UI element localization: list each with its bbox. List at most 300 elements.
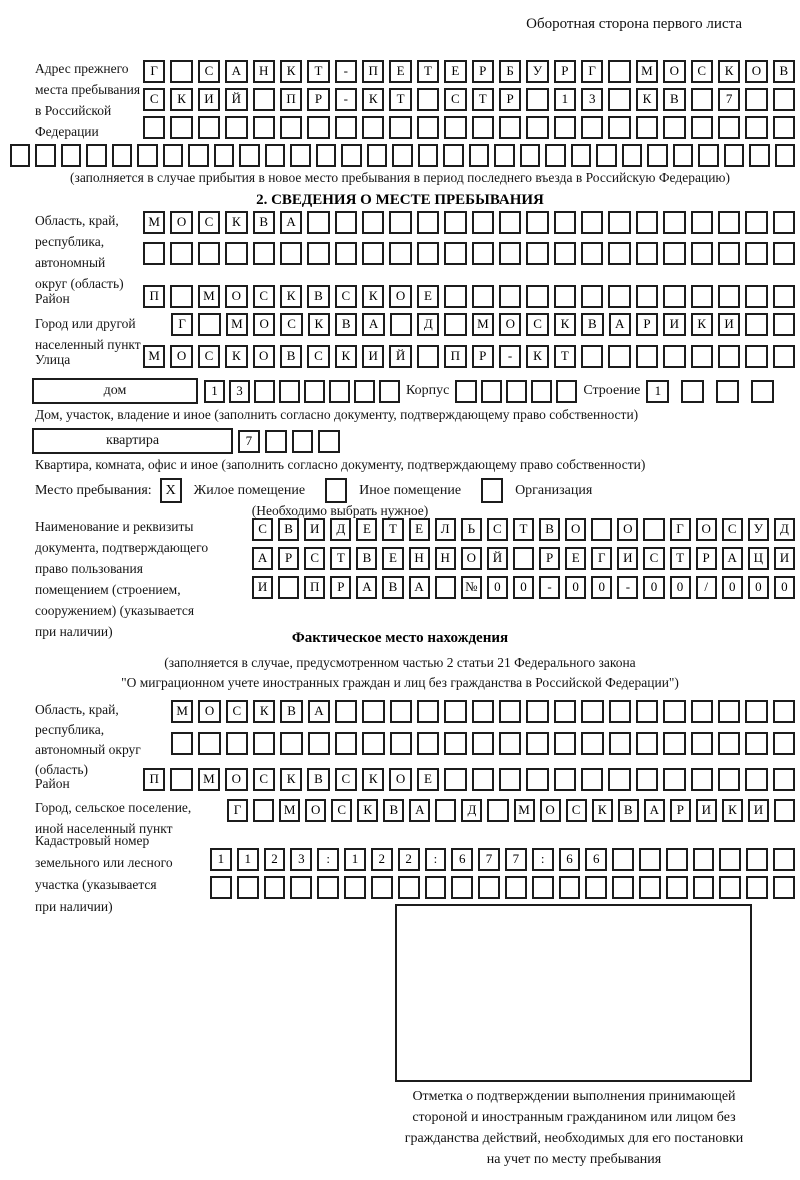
char-cell[interactable]: М xyxy=(279,799,300,822)
char-cell[interactable]: О xyxy=(225,768,247,791)
char-cell[interactable] xyxy=(379,380,400,403)
char-cell[interactable]: Ь xyxy=(461,518,482,541)
char-cell[interactable] xyxy=(478,876,500,899)
char-cell[interactable]: К xyxy=(280,60,302,83)
char-cell[interactable] xyxy=(773,285,795,308)
char-cell[interactable] xyxy=(472,211,494,234)
char-cell[interactable] xyxy=(773,242,795,265)
char-cell[interactable] xyxy=(718,732,740,755)
char-cell[interactable] xyxy=(335,116,357,139)
char-cell[interactable] xyxy=(10,144,30,167)
char-cell[interactable]: М xyxy=(198,285,220,308)
char-cell[interactable]: Б xyxy=(499,60,521,83)
char-cell[interactable] xyxy=(691,768,713,791)
char-cell[interactable]: Л xyxy=(435,518,456,541)
char-cell[interactable] xyxy=(513,547,534,570)
char-cell[interactable] xyxy=(371,876,393,899)
char-cell[interactable] xyxy=(362,732,384,755)
char-cell[interactable] xyxy=(435,576,456,599)
char-cell[interactable] xyxy=(526,242,548,265)
char-cell[interactable] xyxy=(526,285,548,308)
char-cell[interactable]: - xyxy=(617,576,638,599)
char-cell[interactable] xyxy=(253,88,275,111)
char-cell[interactable]: М xyxy=(226,313,248,336)
char-cell[interactable] xyxy=(390,313,412,336)
char-cell[interactable]: О xyxy=(198,700,220,723)
char-cell[interactable] xyxy=(691,88,713,111)
char-cell[interactable] xyxy=(718,116,740,139)
char-cell[interactable]: О xyxy=(170,345,192,368)
char-cell[interactable]: Т xyxy=(330,547,351,570)
char-cell[interactable] xyxy=(773,211,795,234)
char-cell[interactable]: Г xyxy=(171,313,193,336)
char-cell[interactable] xyxy=(362,700,384,723)
char-cell[interactable]: В xyxy=(253,211,275,234)
char-cell[interactable]: И xyxy=(362,345,384,368)
char-cell[interactable] xyxy=(745,242,767,265)
stay-type-checkbox-other[interactable] xyxy=(325,478,347,503)
char-cell[interactable] xyxy=(417,700,439,723)
char-cell[interactable] xyxy=(143,242,165,265)
char-cell[interactable] xyxy=(691,345,713,368)
char-cell[interactable]: С xyxy=(307,345,329,368)
char-cell[interactable] xyxy=(545,144,565,167)
char-cell[interactable] xyxy=(666,876,688,899)
char-cell[interactable]: Т xyxy=(670,547,691,570)
char-cell[interactable]: К xyxy=(526,345,548,368)
char-cell[interactable] xyxy=(171,732,193,755)
char-cell[interactable] xyxy=(329,380,350,403)
char-cell[interactable]: 0 xyxy=(670,576,691,599)
char-cell[interactable]: 7 xyxy=(478,848,500,871)
char-cell[interactable] xyxy=(643,518,664,541)
char-cell[interactable]: 0 xyxy=(591,576,612,599)
char-cell[interactable]: С xyxy=(280,313,302,336)
char-cell[interactable] xyxy=(308,732,330,755)
char-cell[interactable] xyxy=(225,116,247,139)
char-cell[interactable]: - xyxy=(335,60,357,83)
char-cell[interactable] xyxy=(253,732,275,755)
char-cell[interactable]: И xyxy=(252,576,273,599)
char-cell[interactable]: И xyxy=(718,313,740,336)
char-cell[interactable]: Д xyxy=(330,518,351,541)
char-cell[interactable] xyxy=(745,768,767,791)
char-cell[interactable] xyxy=(280,116,302,139)
char-cell[interactable]: Г xyxy=(581,60,603,83)
char-cell[interactable]: А xyxy=(280,211,302,234)
char-cell[interactable] xyxy=(554,242,576,265)
char-cell[interactable] xyxy=(317,876,339,899)
char-cell[interactable] xyxy=(591,518,612,541)
char-cell[interactable]: 1 xyxy=(204,380,225,403)
char-cell[interactable]: В xyxy=(581,313,603,336)
char-cell[interactable] xyxy=(581,732,603,755)
char-cell[interactable] xyxy=(663,345,685,368)
char-cell[interactable] xyxy=(61,144,81,167)
char-cell[interactable] xyxy=(718,211,740,234)
char-cell[interactable] xyxy=(198,313,220,336)
char-cell[interactable] xyxy=(691,700,713,723)
char-cell[interactable]: О xyxy=(745,60,767,83)
char-cell[interactable] xyxy=(663,768,685,791)
char-cell[interactable] xyxy=(608,211,630,234)
char-cell[interactable]: О xyxy=(663,60,685,83)
char-cell[interactable]: К xyxy=(308,313,330,336)
char-cell[interactable] xyxy=(556,380,577,403)
char-cell[interactable] xyxy=(472,732,494,755)
char-cell[interactable] xyxy=(265,430,287,453)
char-cell[interactable]: П xyxy=(362,60,384,83)
char-cell[interactable] xyxy=(596,144,616,167)
char-cell[interactable] xyxy=(226,732,248,755)
char-cell[interactable] xyxy=(210,876,232,899)
char-cell[interactable]: К xyxy=(718,60,740,83)
char-cell[interactable]: К xyxy=(362,285,384,308)
char-cell[interactable] xyxy=(279,380,300,403)
char-cell[interactable] xyxy=(435,799,456,822)
char-cell[interactable]: В xyxy=(663,88,685,111)
char-cell[interactable]: - xyxy=(335,88,357,111)
char-cell[interactable] xyxy=(608,285,630,308)
char-cell[interactable] xyxy=(494,144,514,167)
char-cell[interactable]: А xyxy=(409,576,430,599)
char-cell[interactable] xyxy=(198,732,220,755)
char-cell[interactable] xyxy=(554,285,576,308)
char-cell[interactable]: С xyxy=(487,518,508,541)
char-cell[interactable] xyxy=(307,211,329,234)
char-cell[interactable] xyxy=(170,60,192,83)
char-cell[interactable]: Т xyxy=(417,60,439,83)
char-cell[interactable] xyxy=(559,876,581,899)
char-cell[interactable] xyxy=(444,732,466,755)
char-cell[interactable]: Р xyxy=(554,60,576,83)
char-cell[interactable] xyxy=(35,144,55,167)
char-cell[interactable] xyxy=(581,345,603,368)
char-cell[interactable] xyxy=(526,88,548,111)
char-cell[interactable] xyxy=(608,345,630,368)
char-cell[interactable] xyxy=(639,876,661,899)
char-cell[interactable]: Т xyxy=(554,345,576,368)
char-cell[interactable]: 1 xyxy=(344,848,366,871)
char-cell[interactable]: 1 xyxy=(210,848,232,871)
char-cell[interactable]: К xyxy=(592,799,613,822)
char-cell[interactable]: 7 xyxy=(505,848,527,871)
char-cell[interactable] xyxy=(472,285,494,308)
char-cell[interactable] xyxy=(417,242,439,265)
char-cell[interactable]: К xyxy=(225,211,247,234)
char-cell[interactable] xyxy=(316,144,336,167)
char-cell[interactable]: 7 xyxy=(718,88,740,111)
char-cell[interactable]: М xyxy=(171,700,193,723)
char-cell[interactable]: Г xyxy=(227,799,248,822)
char-cell[interactable] xyxy=(499,285,521,308)
char-cell[interactable] xyxy=(280,732,302,755)
char-cell[interactable]: С xyxy=(226,700,248,723)
char-cell[interactable] xyxy=(773,700,795,723)
char-cell[interactable] xyxy=(693,876,715,899)
char-cell[interactable] xyxy=(367,144,387,167)
char-cell[interactable]: К xyxy=(253,700,275,723)
char-cell[interactable] xyxy=(581,116,603,139)
char-cell[interactable]: А xyxy=(644,799,665,822)
char-cell[interactable] xyxy=(746,848,768,871)
char-cell[interactable]: А xyxy=(356,576,377,599)
char-cell[interactable] xyxy=(622,144,642,167)
char-cell[interactable]: И xyxy=(696,799,717,822)
char-cell[interactable] xyxy=(253,116,275,139)
char-cell[interactable]: О xyxy=(389,768,411,791)
char-cell[interactable] xyxy=(417,116,439,139)
char-cell[interactable] xyxy=(444,211,466,234)
char-cell[interactable]: О xyxy=(253,345,275,368)
char-cell[interactable]: В xyxy=(335,313,357,336)
char-cell[interactable]: В xyxy=(280,700,302,723)
char-cell[interactable] xyxy=(773,768,795,791)
char-cell[interactable] xyxy=(344,876,366,899)
char-cell[interactable]: Е xyxy=(565,547,586,570)
char-cell[interactable]: Р xyxy=(539,547,560,570)
char-cell[interactable]: С xyxy=(566,799,587,822)
char-cell[interactable]: П xyxy=(280,88,302,111)
char-cell[interactable] xyxy=(647,144,667,167)
char-cell[interactable] xyxy=(354,380,375,403)
char-cell[interactable]: Н xyxy=(253,60,275,83)
char-cell[interactable]: В xyxy=(356,547,377,570)
char-cell[interactable]: М xyxy=(636,60,658,83)
char-cell[interactable] xyxy=(444,700,466,723)
char-cell[interactable] xyxy=(745,700,767,723)
char-cell[interactable] xyxy=(636,732,658,755)
char-cell[interactable]: О xyxy=(565,518,586,541)
char-cell[interactable] xyxy=(554,211,576,234)
char-cell[interactable] xyxy=(773,313,795,336)
char-cell[interactable] xyxy=(188,144,208,167)
char-cell[interactable]: 0 xyxy=(487,576,508,599)
char-cell[interactable]: К xyxy=(335,345,357,368)
char-cell[interactable]: К xyxy=(636,88,658,111)
char-cell[interactable] xyxy=(636,345,658,368)
char-cell[interactable]: У xyxy=(748,518,769,541)
char-cell[interactable]: № xyxy=(461,576,482,599)
char-cell[interactable]: 2 xyxy=(398,848,420,871)
char-cell[interactable] xyxy=(392,144,412,167)
char-cell[interactable] xyxy=(265,144,285,167)
char-cell[interactable]: М xyxy=(198,768,220,791)
char-cell[interactable] xyxy=(499,732,521,755)
char-cell[interactable] xyxy=(417,211,439,234)
char-cell[interactable]: С xyxy=(143,88,165,111)
char-cell[interactable]: : xyxy=(425,848,447,871)
stay-type-checkbox-organization[interactable] xyxy=(481,478,503,503)
char-cell[interactable] xyxy=(581,211,603,234)
char-cell[interactable] xyxy=(520,144,540,167)
char-cell[interactable] xyxy=(417,88,439,111)
char-cell[interactable] xyxy=(170,768,192,791)
char-cell[interactable]: А xyxy=(225,60,247,83)
char-cell[interactable]: В xyxy=(307,768,329,791)
char-cell[interactable]: Г xyxy=(143,60,165,83)
char-cell[interactable] xyxy=(499,700,521,723)
char-cell[interactable]: Е xyxy=(389,60,411,83)
char-cell[interactable] xyxy=(390,700,412,723)
char-cell[interactable]: С xyxy=(252,518,273,541)
char-cell[interactable] xyxy=(745,313,767,336)
char-cell[interactable]: О xyxy=(225,285,247,308)
char-cell[interactable] xyxy=(307,242,329,265)
char-cell[interactable] xyxy=(526,732,548,755)
char-cell[interactable] xyxy=(663,211,685,234)
char-cell[interactable] xyxy=(608,768,630,791)
char-cell[interactable] xyxy=(253,242,275,265)
char-cell[interactable] xyxy=(751,380,774,403)
char-cell[interactable]: С xyxy=(198,60,220,83)
char-cell[interactable]: 0 xyxy=(748,576,769,599)
char-cell[interactable] xyxy=(716,380,739,403)
char-cell[interactable]: И xyxy=(617,547,638,570)
char-cell[interactable] xyxy=(290,876,312,899)
char-cell[interactable] xyxy=(362,242,384,265)
char-cell[interactable]: 1 xyxy=(237,848,259,871)
char-cell[interactable]: М xyxy=(143,345,165,368)
char-cell[interactable]: Й xyxy=(225,88,247,111)
char-cell[interactable] xyxy=(612,848,634,871)
char-cell[interactable] xyxy=(264,876,286,899)
char-cell[interactable] xyxy=(554,768,576,791)
char-cell[interactable]: С xyxy=(331,799,352,822)
char-cell[interactable]: О xyxy=(170,211,192,234)
char-cell[interactable]: Р xyxy=(278,547,299,570)
char-cell[interactable] xyxy=(472,116,494,139)
char-cell[interactable]: И xyxy=(663,313,685,336)
char-cell[interactable]: К xyxy=(280,768,302,791)
char-cell[interactable] xyxy=(292,430,314,453)
char-cell[interactable] xyxy=(170,116,192,139)
char-cell[interactable] xyxy=(571,144,591,167)
char-cell[interactable] xyxy=(362,116,384,139)
char-cell[interactable]: В xyxy=(539,518,560,541)
char-cell[interactable] xyxy=(531,380,552,403)
char-cell[interactable]: 7 xyxy=(238,430,260,453)
char-cell[interactable]: И xyxy=(748,799,769,822)
char-cell[interactable]: Р xyxy=(696,547,717,570)
char-cell[interactable]: А xyxy=(409,799,430,822)
char-cell[interactable] xyxy=(425,876,447,899)
char-cell[interactable] xyxy=(773,732,795,755)
char-cell[interactable] xyxy=(681,380,704,403)
char-cell[interactable] xyxy=(581,768,603,791)
char-cell[interactable] xyxy=(718,242,740,265)
char-cell[interactable]: Й xyxy=(487,547,508,570)
char-cell[interactable]: Е xyxy=(444,60,466,83)
char-cell[interactable] xyxy=(253,799,274,822)
char-cell[interactable] xyxy=(581,242,603,265)
char-cell[interactable]: В xyxy=(773,60,795,83)
char-cell[interactable]: А xyxy=(722,547,743,570)
char-cell[interactable] xyxy=(341,144,361,167)
char-cell[interactable] xyxy=(718,285,740,308)
char-cell[interactable] xyxy=(554,700,576,723)
char-cell[interactable] xyxy=(636,285,658,308)
char-cell[interactable] xyxy=(663,116,685,139)
char-cell[interactable] xyxy=(444,285,466,308)
char-cell[interactable] xyxy=(718,345,740,368)
char-cell[interactable] xyxy=(608,88,630,111)
char-cell[interactable] xyxy=(472,700,494,723)
char-cell[interactable]: : xyxy=(317,848,339,871)
char-cell[interactable] xyxy=(773,345,795,368)
char-cell[interactable] xyxy=(506,380,527,403)
char-cell[interactable]: С xyxy=(198,211,220,234)
char-cell[interactable]: С xyxy=(335,768,357,791)
char-cell[interactable]: Р xyxy=(670,799,691,822)
char-cell[interactable]: Т xyxy=(513,518,534,541)
char-cell[interactable]: В xyxy=(280,345,302,368)
char-cell[interactable] xyxy=(639,848,661,871)
char-cell[interactable]: Р xyxy=(499,88,521,111)
char-cell[interactable] xyxy=(773,88,795,111)
char-cell[interactable] xyxy=(170,285,192,308)
char-cell[interactable] xyxy=(663,700,685,723)
char-cell[interactable]: О xyxy=(305,799,326,822)
char-cell[interactable] xyxy=(608,60,630,83)
char-cell[interactable] xyxy=(254,380,275,403)
char-cell[interactable]: С xyxy=(335,285,357,308)
char-cell[interactable]: Т xyxy=(472,88,494,111)
char-cell[interactable] xyxy=(280,242,302,265)
char-cell[interactable]: 3 xyxy=(229,380,250,403)
char-cell[interactable]: 3 xyxy=(581,88,603,111)
char-cell[interactable] xyxy=(745,345,767,368)
char-cell[interactable] xyxy=(417,732,439,755)
char-cell[interactable] xyxy=(745,285,767,308)
char-cell[interactable]: Е xyxy=(356,518,377,541)
char-cell[interactable] xyxy=(505,876,527,899)
char-cell[interactable]: В xyxy=(382,576,403,599)
char-cell[interactable] xyxy=(636,116,658,139)
char-cell[interactable]: Г xyxy=(670,518,691,541)
char-cell[interactable] xyxy=(608,116,630,139)
char-cell[interactable] xyxy=(499,211,521,234)
char-cell[interactable]: 0 xyxy=(643,576,664,599)
char-cell[interactable]: У xyxy=(526,60,548,83)
char-cell[interactable]: 0 xyxy=(565,576,586,599)
char-cell[interactable]: - xyxy=(499,345,521,368)
char-cell[interactable] xyxy=(663,285,685,308)
char-cell[interactable] xyxy=(290,144,310,167)
char-cell[interactable]: О xyxy=(461,547,482,570)
char-cell[interactable] xyxy=(526,700,548,723)
char-cell[interactable] xyxy=(585,876,607,899)
char-cell[interactable] xyxy=(554,732,576,755)
char-cell[interactable]: Н xyxy=(409,547,430,570)
char-cell[interactable]: П xyxy=(444,345,466,368)
char-cell[interactable]: В xyxy=(278,518,299,541)
char-cell[interactable]: К xyxy=(362,88,384,111)
char-cell[interactable] xyxy=(469,144,489,167)
char-cell[interactable] xyxy=(170,242,192,265)
char-cell[interactable]: И xyxy=(304,518,325,541)
char-cell[interactable]: П xyxy=(143,285,165,308)
stay-type-checkbox-residential[interactable]: X xyxy=(160,478,182,503)
char-cell[interactable]: 0 xyxy=(513,576,534,599)
char-cell[interactable]: Д xyxy=(417,313,439,336)
char-cell[interactable] xyxy=(526,768,548,791)
char-cell[interactable]: Е xyxy=(417,285,439,308)
char-cell[interactable]: 3 xyxy=(290,848,312,871)
char-cell[interactable] xyxy=(691,116,713,139)
char-cell[interactable] xyxy=(444,116,466,139)
char-cell[interactable] xyxy=(304,380,325,403)
